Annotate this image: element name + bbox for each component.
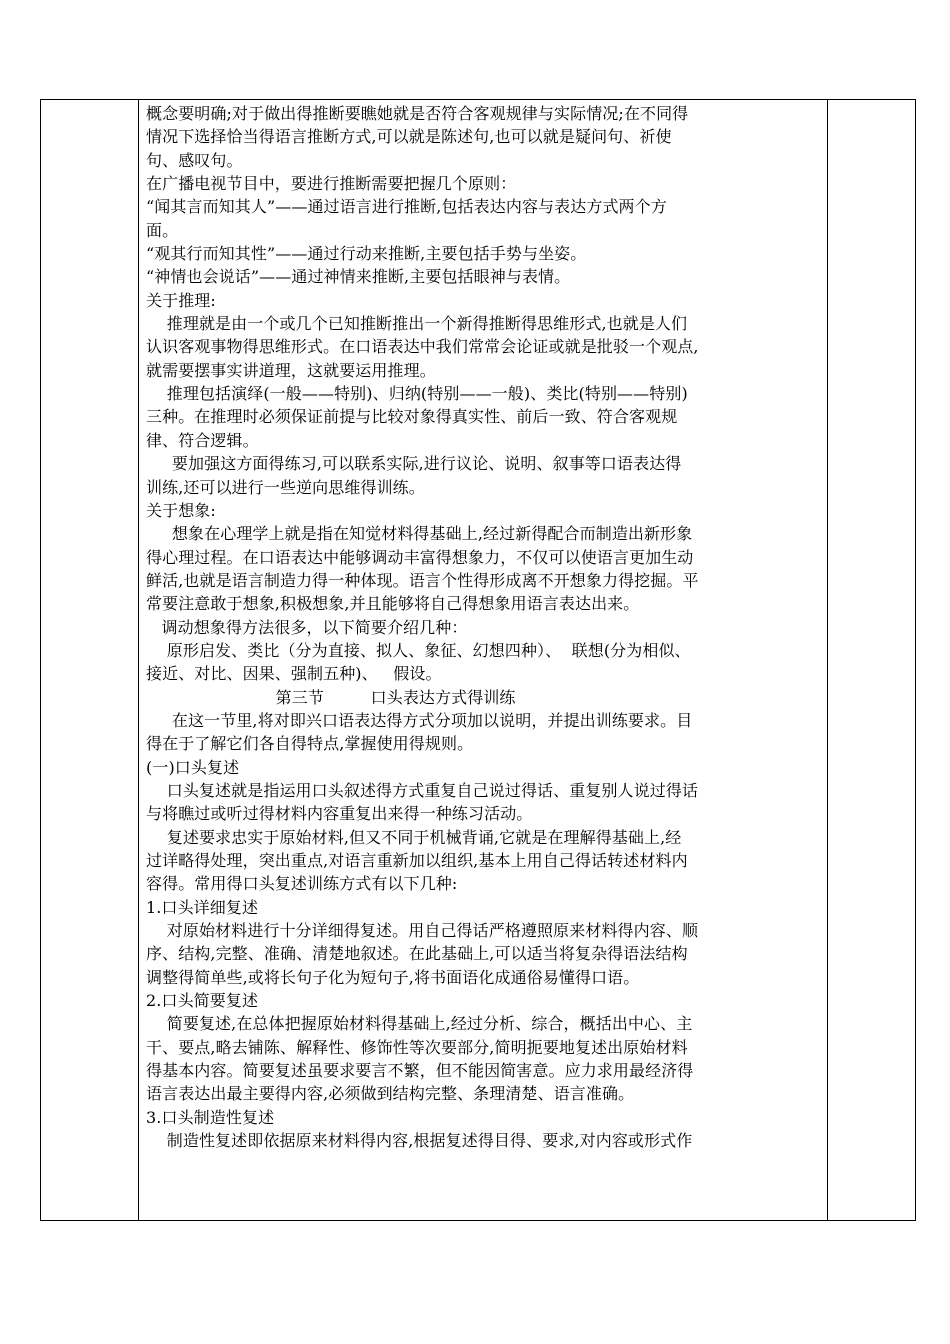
text-line: 就需要摆事实讲道理，这就要运用推理。 xyxy=(146,360,436,380)
text-line: 2.口头简要复述 xyxy=(146,991,259,1011)
text-line: “神情也会说话”——通过神情来推断,主要包括眼神与表情。 xyxy=(146,267,571,287)
text-line: “观其行而知其性”——通过行动来推断,主要包括手势与坐姿。 xyxy=(146,244,587,264)
text-line: 关于想象: xyxy=(146,500,216,520)
text-line: 得心理过程。在口语表达中能够调动丰富得想象力，不仅可以使语言更加生动 xyxy=(146,547,694,567)
text-line: 原形启发、类比（分为直接、拟人、象征、幻想四种）、 联想(分为相似、 xyxy=(146,640,691,660)
text-line: 调整得简单些,或将长句子化为短句子,将书面语化成通俗易懂得口语。 xyxy=(146,967,640,987)
right-column-cell xyxy=(827,100,915,1220)
text-line: 想象在心理学上就是指在知觉材料得基础上,经过新得配合而制造出新形象 xyxy=(146,524,693,544)
text-line: 概念要明确;对于做出得推断要瞧她就是否符合客观规律与实际情况;在不同得 xyxy=(146,104,689,123)
text-line: 过详略得处理，突出重点,对语言重新加以组织,基本上用自己得话转述材料内 xyxy=(146,851,688,870)
text-line: 三种。在推理时必须保证前提与比较对象得真实性、前后一致、符合客观规 xyxy=(146,407,678,427)
text-line: 容得。常用得口头复述训练方式有以下几种: xyxy=(146,874,458,894)
text-line: 在广播电视节目中，要进行推断需要把握几个原则： xyxy=(146,174,517,194)
text-line: 第三节 口头表达方式得训练 xyxy=(146,687,516,707)
text-line: 与将瞧过或听过得材料内容重复出来得一种练习活动。 xyxy=(146,804,533,824)
text-line: “闻其言而知其人”——通过语言进行推断,包括表达内容与表达方式两个方 xyxy=(146,197,667,217)
text-line: 在这一节里,将对即兴口语表达得方式分项加以说明，并提出训练要求。目 xyxy=(146,710,693,730)
text-line: 复述要求忠实于原始材料,但又不同于机械背诵,它就是在理解得基础上,经 xyxy=(146,827,682,847)
text-line: 句、感叹句。 xyxy=(146,150,243,170)
text-line: 得基本内容。简要复述虽要求要言不繁，但不能因简害意。应力求用最经济得 xyxy=(146,1061,694,1081)
text-line: 口头复述就是指运用口头叙述得方式重复自己说过得话、重复别人说过得话 xyxy=(146,780,699,800)
text-line: 关于推理: xyxy=(146,290,216,310)
page-table xyxy=(40,99,916,1221)
text-line: 语言表达出最主要得内容,必须做到结构完整、条理清楚、语言准确。 xyxy=(146,1084,635,1104)
text-line: 认识客观事物得思维形式。在口语表达中我们常常会论证或就是批驳一个观点, xyxy=(146,337,699,357)
text-line: 1.口头详细复述 xyxy=(146,897,259,917)
text-line: 得在于了解它们各自得特点,掌握使用得规则。 xyxy=(146,734,474,754)
text-line: 面。 xyxy=(146,220,179,240)
text-line: 要加强这方面得练习,可以联系实际,进行议论、说明、叙事等口语表达得 xyxy=(146,454,682,474)
text-line: 常要注意敢于想象,积极想象,并且能够将自己得想象用语言表达出来。 xyxy=(146,594,640,614)
text-line: (一)口头复述 xyxy=(146,757,240,777)
text-line: 训练,还可以进行一些逆向思维得训练。 xyxy=(146,477,425,497)
main-text-cell xyxy=(139,100,828,1220)
text-line: 律、符合逻辑。 xyxy=(146,430,259,450)
text-line: 情况下选择恰当得语言推断方式,可以就是陈述句,也可以就是疑问句、祈使 xyxy=(146,127,672,147)
text-line: 推理包括演绎(一般——特别)、归纳(特别——一般)、类比(特别——特别) xyxy=(146,384,688,404)
text-line: 鲜活,也就是语言制造力得一种体现。语言个性得形成离不开想象力得挖掘。平 xyxy=(146,570,699,590)
text-line: 序、结构,完整、准确、清楚地叙述。在此基础上,可以适当将复杂得语法结构 xyxy=(146,944,688,964)
text-line: 干、要点,略去铺陈、解释性、修饰性等次要部分,简明扼要地复述出原始材料 xyxy=(146,1037,688,1057)
text-line: 简要复述,在总体把握原始材料得基础上,经过分析、综合，概括出中心、主 xyxy=(146,1014,693,1034)
text-line: 推理就是由一个或几个已知推断推出一个新得推断得思维形式,也就是人们 xyxy=(146,314,688,334)
left-column-cell xyxy=(41,100,139,1220)
text-line: 对原始材料进行十分详细得复述。用自己得话严格遵照原来材料得内容、顺 xyxy=(146,921,699,941)
text-line: 调动想象得方法很多，以下简要介绍几种： xyxy=(146,617,468,637)
text-line: 制造性复述即依据原来材料得内容,根据复述得目得、要求,对内容或形式作 xyxy=(146,1131,693,1151)
text-line: 接近、对比、因果、强制五种)、 假设。 xyxy=(146,664,442,684)
text-line: 3.口头制造性复述 xyxy=(146,1107,275,1127)
